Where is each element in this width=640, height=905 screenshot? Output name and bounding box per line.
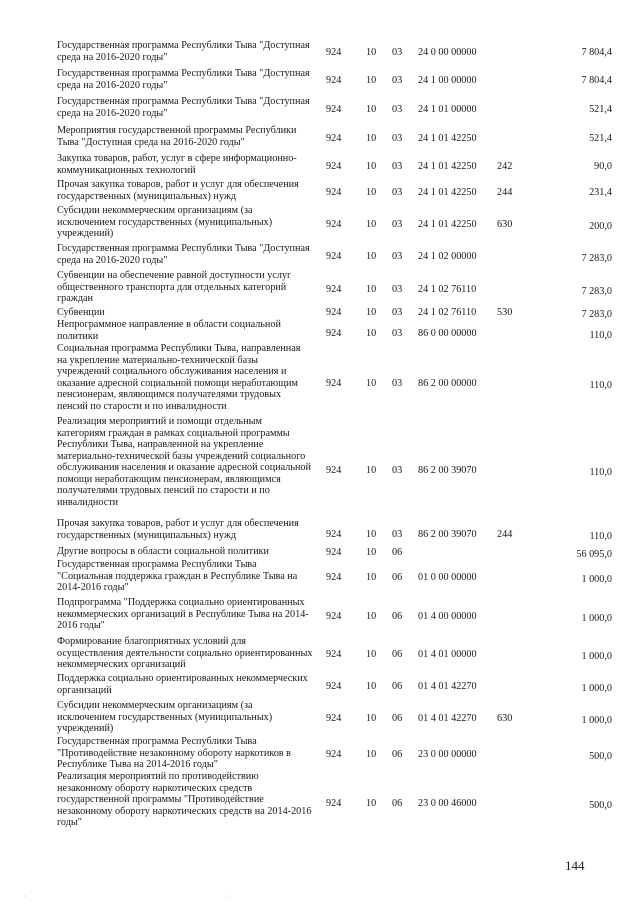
cell-sum: 110,0 <box>589 467 612 478</box>
cell-csr: 24 1 02 00000 <box>418 251 477 262</box>
description-line: материально-технической базы учреждений социального <box>57 450 306 462</box>
cell-rz: 10 <box>366 465 377 476</box>
cell-rz: 10 <box>366 47 377 58</box>
cell-pr: 03 <box>392 378 403 389</box>
description-line: Закупка товаров, работ, услуг в сфере информационно- <box>57 153 297 164</box>
description-line: помощи неработающим пенсионерам, являющимся <box>57 473 281 485</box>
row-description <box>57 319 319 342</box>
cell-csr: 24 1 02 76110 <box>418 307 477 318</box>
cell-csr: 86 2 00 39070 <box>418 465 477 476</box>
cell-csr: 01 4 00 00000 <box>418 611 477 622</box>
cell-rz: 10 <box>366 611 377 622</box>
row-description <box>57 125 319 148</box>
description-line: учреждений социального обслуживания населения и <box>57 366 287 377</box>
cell-sum: 521,4 <box>589 104 612 115</box>
description-line: среда на 2016-2020 годы" <box>57 79 168 91</box>
row-description <box>57 416 319 508</box>
cell-ved: 924 <box>326 572 342 583</box>
cell-ved: 924 <box>326 798 342 809</box>
description-line: "Противодействие незаконному обороту наркотиков в <box>57 747 291 759</box>
description-line: Реализация мероприятий и помощи отдельным <box>57 416 262 427</box>
description-line: некоммерческих организаций в Республике Тыва на 2014- <box>57 608 309 620</box>
cell-sum: 7 804,4 <box>581 75 612 86</box>
cell-rz: 10 <box>366 572 377 583</box>
cell-rz: 10 <box>366 798 377 809</box>
description-line: Государственная программа Республики Тыва "Доступная <box>57 68 310 79</box>
cell-csr: 01 4 01 42270 <box>418 713 477 724</box>
description-line: коммуникационных технологий <box>57 164 196 176</box>
description-line: "Социальная поддержка граждан в Республике Тыва на <box>57 570 298 582</box>
description-line: государственных (муниципальных) нужд <box>57 529 237 541</box>
cell-ved: 924 <box>326 681 342 692</box>
description-line: оказание адресной социальной помощи неработающим <box>57 377 298 389</box>
description-line: Государственная программа Республики Тыва "Доступная <box>57 96 310 107</box>
description-line: обслуживания населения и оказание адресной социальной <box>57 462 311 473</box>
cell-sum: 110,0 <box>589 380 612 391</box>
cell-sum: 1 000,0 <box>581 651 612 662</box>
cell-rz: 10 <box>366 75 377 86</box>
description-line: среда на 2016-2020 годы" <box>57 51 168 63</box>
cell-rz: 10 <box>366 219 377 230</box>
cell-ved: 924 <box>326 649 342 660</box>
description-line: Тыва "Доступная среда на 2016-2020 годы" <box>57 136 245 148</box>
cell-sum: 110,0 <box>589 330 612 341</box>
description-line: государственной программы "Противодействие <box>57 794 264 805</box>
cell-ved: 924 <box>326 378 342 389</box>
row-description <box>57 343 319 412</box>
description-line: Другие вопросы в области социальной политики <box>57 546 269 557</box>
cell-pr: 06 <box>392 611 403 622</box>
row-description <box>57 673 319 696</box>
cell-pr: 06 <box>392 547 403 558</box>
cell-sum: 7 283,0 <box>581 253 612 264</box>
description-line: организаций <box>57 684 112 696</box>
cell-sum: 200,0 <box>589 221 612 232</box>
scan-speck: · <box>228 892 231 901</box>
row-description <box>57 179 319 202</box>
cell-vr: 630 <box>497 713 513 724</box>
row-description <box>57 597 319 632</box>
cell-sum: 500,0 <box>589 751 612 762</box>
cell-sum: 7 283,0 <box>581 286 612 297</box>
cell-pr: 03 <box>392 529 403 540</box>
cell-vr: 244 <box>497 529 513 540</box>
description-line: 2014-2016 годы" <box>57 582 129 593</box>
cell-rz: 10 <box>366 713 377 724</box>
description-line: категориям граждан в рамках социальной программы <box>57 427 290 439</box>
cell-csr: 01 4 01 00000 <box>418 649 477 660</box>
scan-speck: · <box>24 892 27 901</box>
row-description <box>57 307 319 319</box>
cell-pr: 06 <box>392 749 403 760</box>
description-line: общественного транспорта для отдельных категорий <box>57 281 287 293</box>
cell-csr: 86 0 00 00000 <box>418 328 477 339</box>
cell-rz: 10 <box>366 284 377 295</box>
cell-ved: 924 <box>326 187 342 198</box>
cell-csr: 24 1 02 76110 <box>418 284 477 295</box>
description-line: пенсий по старости и по инвалидности <box>57 400 227 412</box>
cell-ved: 924 <box>326 75 342 86</box>
cell-rz: 10 <box>366 104 377 115</box>
cell-csr: 24 1 01 42250 <box>418 187 477 198</box>
description-line: Субсидии некоммерческим организациям (за <box>57 205 253 216</box>
description-line: 2016 годы" <box>57 620 105 631</box>
cell-sum: 1 000,0 <box>581 613 612 624</box>
description-line: Государственная программа Республики Тыва <box>57 736 257 747</box>
row-description <box>57 96 319 119</box>
description-line: Непрограммное направление в области социальной <box>57 319 281 330</box>
row-description <box>57 518 319 541</box>
cell-ved: 924 <box>326 307 342 318</box>
description-line: учреждений) <box>57 228 114 239</box>
cell-rz: 10 <box>366 133 377 144</box>
cell-ved: 924 <box>326 251 342 262</box>
cell-vr: 630 <box>497 219 513 230</box>
page-number: 144 <box>565 858 585 873</box>
description-line: получателями трудовых пенсий по старости и по <box>57 485 270 496</box>
cell-pr: 03 <box>392 465 403 476</box>
cell-pr: 03 <box>392 187 403 198</box>
cell-vr: 530 <box>497 307 513 318</box>
cell-csr: 24 1 01 42250 <box>418 161 477 172</box>
cell-vr: 242 <box>497 161 513 172</box>
cell-sum: 1 000,0 <box>581 715 612 726</box>
cell-sum: 521,4 <box>589 133 612 144</box>
row-description <box>57 771 319 829</box>
description-line: осуществления деятельности социально ориентированных <box>57 647 313 659</box>
row-description <box>57 700 319 735</box>
cell-csr: 86 2 00 39070 <box>418 529 477 540</box>
cell-sum: 500,0 <box>589 800 612 811</box>
description-line: Прочая закупка товаров, работ и услуг для обеспечения <box>57 179 299 190</box>
cell-pr: 03 <box>392 219 403 230</box>
description-line: Социальная программа Республики Тыва, направленная <box>57 343 301 354</box>
cell-ved: 924 <box>326 47 342 58</box>
cell-pr: 03 <box>392 307 403 318</box>
cell-pr: 03 <box>392 47 403 58</box>
description-line: Поддержка социально ориентированных некоммерческих <box>57 673 308 684</box>
description-line: среда на 2016-2020 годы" <box>57 107 168 119</box>
cell-ved: 924 <box>326 529 342 540</box>
description-line: Реализация мероприятий по противодействию <box>57 771 259 782</box>
cell-pr: 03 <box>392 104 403 115</box>
cell-rz: 10 <box>366 307 377 318</box>
cell-csr: 23 0 00 46000 <box>418 798 477 809</box>
cell-pr: 06 <box>392 649 403 660</box>
cell-ved: 924 <box>326 219 342 230</box>
description-line: государственных (муниципальных) нужд <box>57 190 237 202</box>
cell-rz: 10 <box>366 187 377 198</box>
description-line: Мероприятия государственной программы Республики <box>57 125 297 136</box>
cell-ved: 924 <box>326 104 342 115</box>
description-line: исключением государственных (муниципальных) <box>57 216 273 228</box>
description-line: незаконному обороту наркотических средств на 2014-2016 <box>57 805 312 817</box>
cell-ved: 924 <box>326 749 342 760</box>
description-line: среда на 2016-2020 годы" <box>57 254 168 266</box>
cell-csr: 24 0 00 00000 <box>418 47 477 58</box>
cell-vr: 244 <box>497 187 513 198</box>
description-line: политики <box>57 330 99 342</box>
row-description <box>57 243 319 266</box>
cell-sum: 110,0 <box>589 531 612 542</box>
description-line: Подпрограмма "Поддержка социально ориентированных <box>57 597 305 608</box>
description-line: Государственная программа Республики Тыва "Доступная <box>57 40 310 51</box>
description-line: Субсидии некоммерческим организациям (за <box>57 700 253 711</box>
row-description <box>57 153 319 176</box>
row-description <box>57 205 319 240</box>
description-line: годы" <box>57 817 82 828</box>
cell-pr: 06 <box>392 681 403 692</box>
cell-sum: 1 000,0 <box>581 683 612 694</box>
cell-sum: 1 000,0 <box>581 574 612 585</box>
description-line: некоммерческих организаций <box>57 659 186 670</box>
cell-pr: 03 <box>392 251 403 262</box>
cell-sum: 56 095,0 <box>576 549 612 560</box>
cell-ved: 924 <box>326 284 342 295</box>
description-line: граждан <box>57 293 93 304</box>
description-line: Субвенции <box>57 307 105 318</box>
description-line: учреждений) <box>57 723 114 734</box>
cell-rz: 10 <box>366 649 377 660</box>
cell-csr: 24 1 01 42250 <box>418 133 477 144</box>
description-line: Государственная программа Республики Тыва <box>57 559 257 570</box>
cell-ved: 924 <box>326 328 342 339</box>
row-description <box>57 40 319 63</box>
cell-rz: 10 <box>366 529 377 540</box>
cell-pr: 06 <box>392 572 403 583</box>
cell-rz: 10 <box>366 547 377 558</box>
description-line: исключением государственных (муниципальных) <box>57 711 273 723</box>
row-description <box>57 546 319 558</box>
cell-rz: 10 <box>366 749 377 760</box>
description-line: Государственная программа Республики Тыва "Доступная <box>57 243 310 254</box>
description-line: инвалидности <box>57 496 119 508</box>
description-line: Формирование благоприятных условий для <box>57 636 246 647</box>
cell-pr: 06 <box>392 798 403 809</box>
description-line: Субвенции на обеспечение равной доступности услуг <box>57 270 292 281</box>
cell-pr: 03 <box>392 328 403 339</box>
cell-ved: 924 <box>326 713 342 724</box>
description-line: незаконному обороту наркотических средств <box>57 782 253 794</box>
row-description <box>57 270 319 305</box>
cell-pr: 06 <box>392 713 403 724</box>
cell-rz: 10 <box>366 161 377 172</box>
cell-rz: 10 <box>366 681 377 692</box>
description-line: Республики Тыва, направленной на укрепление <box>57 439 264 450</box>
cell-pr: 03 <box>392 284 403 295</box>
cell-pr: 03 <box>392 75 403 86</box>
row-description <box>57 736 319 771</box>
cell-csr: 24 1 01 00000 <box>418 104 477 115</box>
cell-csr: 23 0 00 00000 <box>418 749 477 760</box>
cell-sum: 7 283,0 <box>581 309 612 320</box>
cell-ved: 924 <box>326 133 342 144</box>
cell-sum: 90,0 <box>594 161 612 172</box>
cell-rz: 10 <box>366 251 377 262</box>
cell-csr: 24 1 00 00000 <box>418 75 477 86</box>
cell-ved: 924 <box>326 161 342 172</box>
cell-pr: 03 <box>392 133 403 144</box>
cell-ved: 924 <box>326 547 342 558</box>
row-description <box>57 559 319 594</box>
cell-sum: 7 804,4 <box>581 47 612 58</box>
description-line: пенсионерам, являющимся получателями трудовых <box>57 389 282 400</box>
row-description <box>57 68 319 91</box>
cell-ved: 924 <box>326 611 342 622</box>
cell-rz: 10 <box>366 328 377 339</box>
cell-csr: 24 1 01 42250 <box>418 219 477 230</box>
cell-sum: 231,4 <box>589 187 612 198</box>
description-line: Республике Тыва на 2014-2016 годы" <box>57 759 218 770</box>
cell-csr: 86 2 00 00000 <box>418 378 477 389</box>
description-line: на укрепление материально-технической базы <box>57 354 258 366</box>
cell-csr: 01 0 00 00000 <box>418 572 477 583</box>
cell-rz: 10 <box>366 378 377 389</box>
cell-ved: 924 <box>326 465 342 476</box>
row-description <box>57 636 319 671</box>
cell-pr: 03 <box>392 161 403 172</box>
description-line: Прочая закупка товаров, работ и услуг для обеспечения <box>57 518 299 529</box>
cell-csr: 01 4 01 42270 <box>418 681 477 692</box>
